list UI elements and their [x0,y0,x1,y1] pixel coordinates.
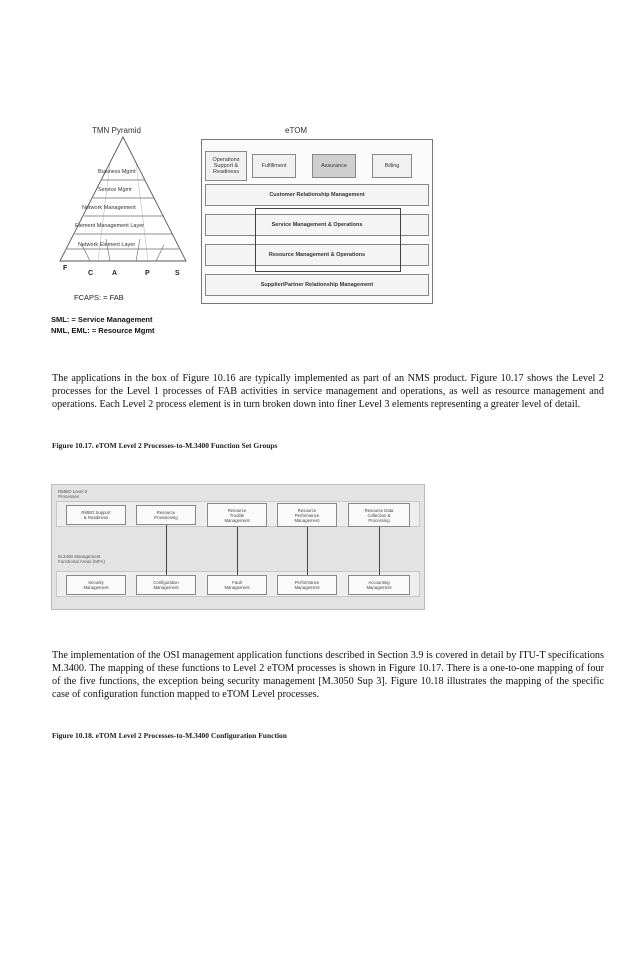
legend-sml: SML: = Service Management [51,315,153,324]
etom-band-customer: Customer Relationship Management [205,184,429,206]
resource-provisioning-box: Resource Provisioning [136,505,196,525]
resource-performance-box: Resource Performance Management [277,503,337,527]
etom-band-service: Service Management & Operations [205,214,429,236]
fault-management-box: Fault Management [207,575,267,595]
pyramid-layer-element: Element Management Layer [75,223,145,229]
figure-10-17-caption: Figure 10.17. eTOM Level 2 Processes-to-M.3400 Function Set Groups [52,441,278,450]
performance-management-box: Performance Management [277,575,337,595]
mfa-panel-label: M.3400 Management Functional Areas (MFA) [58,554,106,564]
legend-nml-eml: NML, EML: = Resource Mgmt [51,326,155,335]
etom-operations-support: Operations Support & Readiness [205,151,247,181]
etom-fulfillment: Fulfillment [252,154,296,178]
etom-framework-diagram [201,139,433,304]
configuration-management-box: Configuration Management [136,575,196,595]
pyramid-title: TMN Pyramid [92,126,141,135]
accounting-management-box: Accounting Management [348,575,410,595]
rmbo-support-box: RMBO Support & Readiness [66,505,126,525]
pyramid-layer-business: Business Mgmt [98,169,136,175]
etom-billing: Billing [372,154,412,178]
resource-trouble-box: Resource Trouble Management [207,503,267,527]
connector-performance-performance [307,527,308,575]
connector-data-accounting [379,527,380,575]
connector-provisioning-configuration [166,525,167,575]
fcaps-caption: FCAPS: = FAB [74,293,124,302]
fcaps-letter-f: F [63,265,68,272]
resource-data-box: Resource Data Collection & Processing [348,503,410,527]
paragraph-2: The implementation of the OSI management application functions described in Section 3.9 is covered in detail by ITU-T specifications M.3400. The mapping of these functions to Level 2 eTOM processes is shown in Figure 10.17. There is a one-to-one mapping of four of the five functions, the exception being security management [M.3050 Sup 3]. Figure 10.18 illustrates the mapping of the specific case of configuration function mapped to eTOM Level processes. [52,650,604,700]
figure-10-17-diagram [51,484,425,610]
etom-assurance: Assurance [312,154,356,178]
fcaps-letter-s: S [175,270,180,277]
figure-10-18-caption: Figure 10.18. eTOM Level 2 Processes-to-M.3400 Configuration Function [52,731,287,740]
fcaps-letter-a: A [112,270,118,277]
paragraph-1: The applications in the box of Figure 10.16 are typically implemented as part of an NMS product. Figure 10.17 shows the Level 2 processes for the Level 1 processes of FAB activities in service management and operations, as well as resource management and operations. Each Level 2 process element is in turn broken down into finer Level 3 elements representing a greater level of detail. [52,373,604,410]
etom-title: eTOM [285,126,308,135]
rmbo-panel-label: RMBO Level 2 Processes [58,489,88,499]
etom-band-supplier: Supplier/Partner Relationship Management [205,274,429,296]
security-management-box: Security Management [66,575,126,595]
connector-trouble-fault [237,527,238,575]
fcaps-letter-p: P [145,270,150,277]
pyramid-layer-network: Network Management [82,205,136,211]
pyramid-layer-network-element: Network Element Layer [78,242,136,248]
etom-band-resource: Resource Management & Operations [205,244,429,266]
fcaps-letter-c: C [88,270,94,277]
pyramid-layer-service: Service Mgmt [98,187,132,193]
